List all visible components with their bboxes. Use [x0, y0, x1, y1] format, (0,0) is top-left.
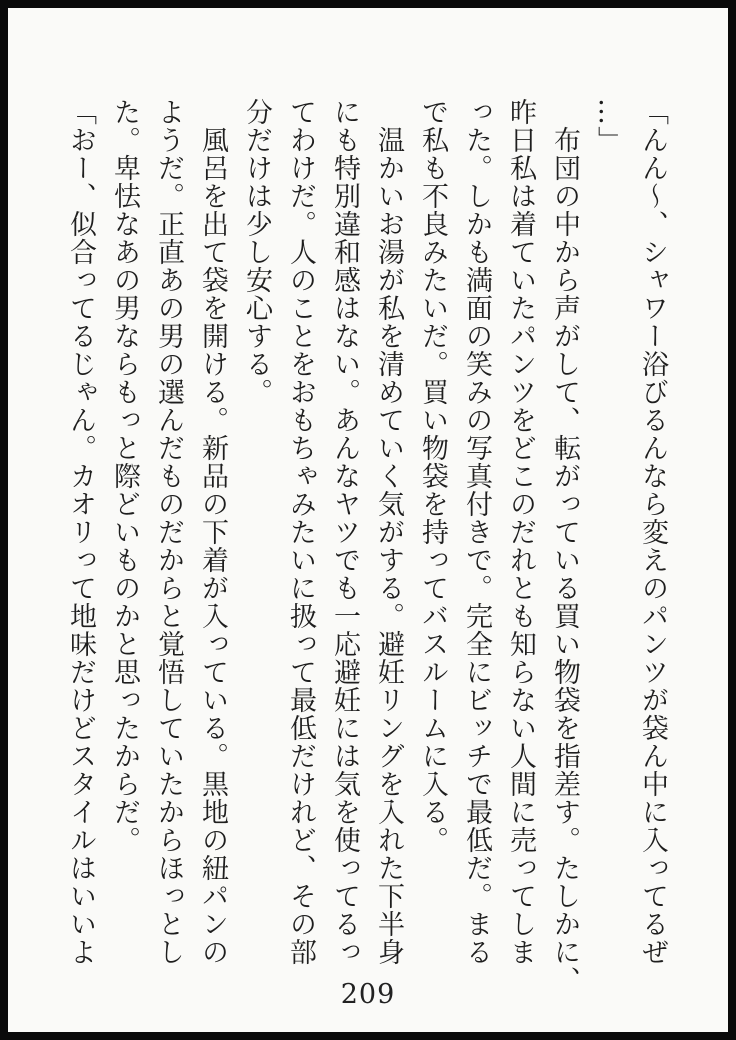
page-number: 209 [340, 979, 396, 1010]
text-line: た。卑怯なあの男ならもっと際どいものかと思ったからだ。 [109, 98, 140, 854]
text-line: 分だけは少し安心する。 [241, 98, 272, 406]
text-line: ようだ。正直あの男の選んだものだからと覚悟していたからほっとし [153, 98, 184, 966]
text-line: …」 [593, 98, 624, 154]
text-line: 「んん〜、シャワー浴びるんなら変えのパンツが袋ん中に入ってるぜ [637, 98, 668, 966]
text-line: 「おー、似合ってるじゃん。カオリって地味だけどスタイルはいいよ [65, 98, 96, 966]
text-line: てわけだ。人のことをおもちゃみたいに扱って最低だけれど、その部 [285, 98, 316, 966]
text-line: で私も不良みたいだ。買い物袋を持ってバスルームに入る。 [417, 98, 448, 854]
text-line: にも特別違和感はない。あんなヤツでも一応避妊には気を使ってるっ [329, 98, 360, 966]
text-line: 布団の中から声がして、転がっている買い物袋を指差す。たしかに、 [549, 98, 580, 994]
text-line: 昨日私は着ていたパンツをどこのだれとも知らない人間に売ってしま [505, 98, 536, 966]
text-line: 風呂を出て袋を開ける。新品の下着が入っている。黒地の紐パンの [197, 98, 228, 966]
body-text [52, 98, 674, 994]
text-line: った。しかも満面の笑みの写真付きで。完全にビッチで最低だ。まる [461, 98, 492, 966]
text-line: 温かいお湯が私を清めていく気がする。避妊リングを入れた下半身 [373, 98, 404, 966]
